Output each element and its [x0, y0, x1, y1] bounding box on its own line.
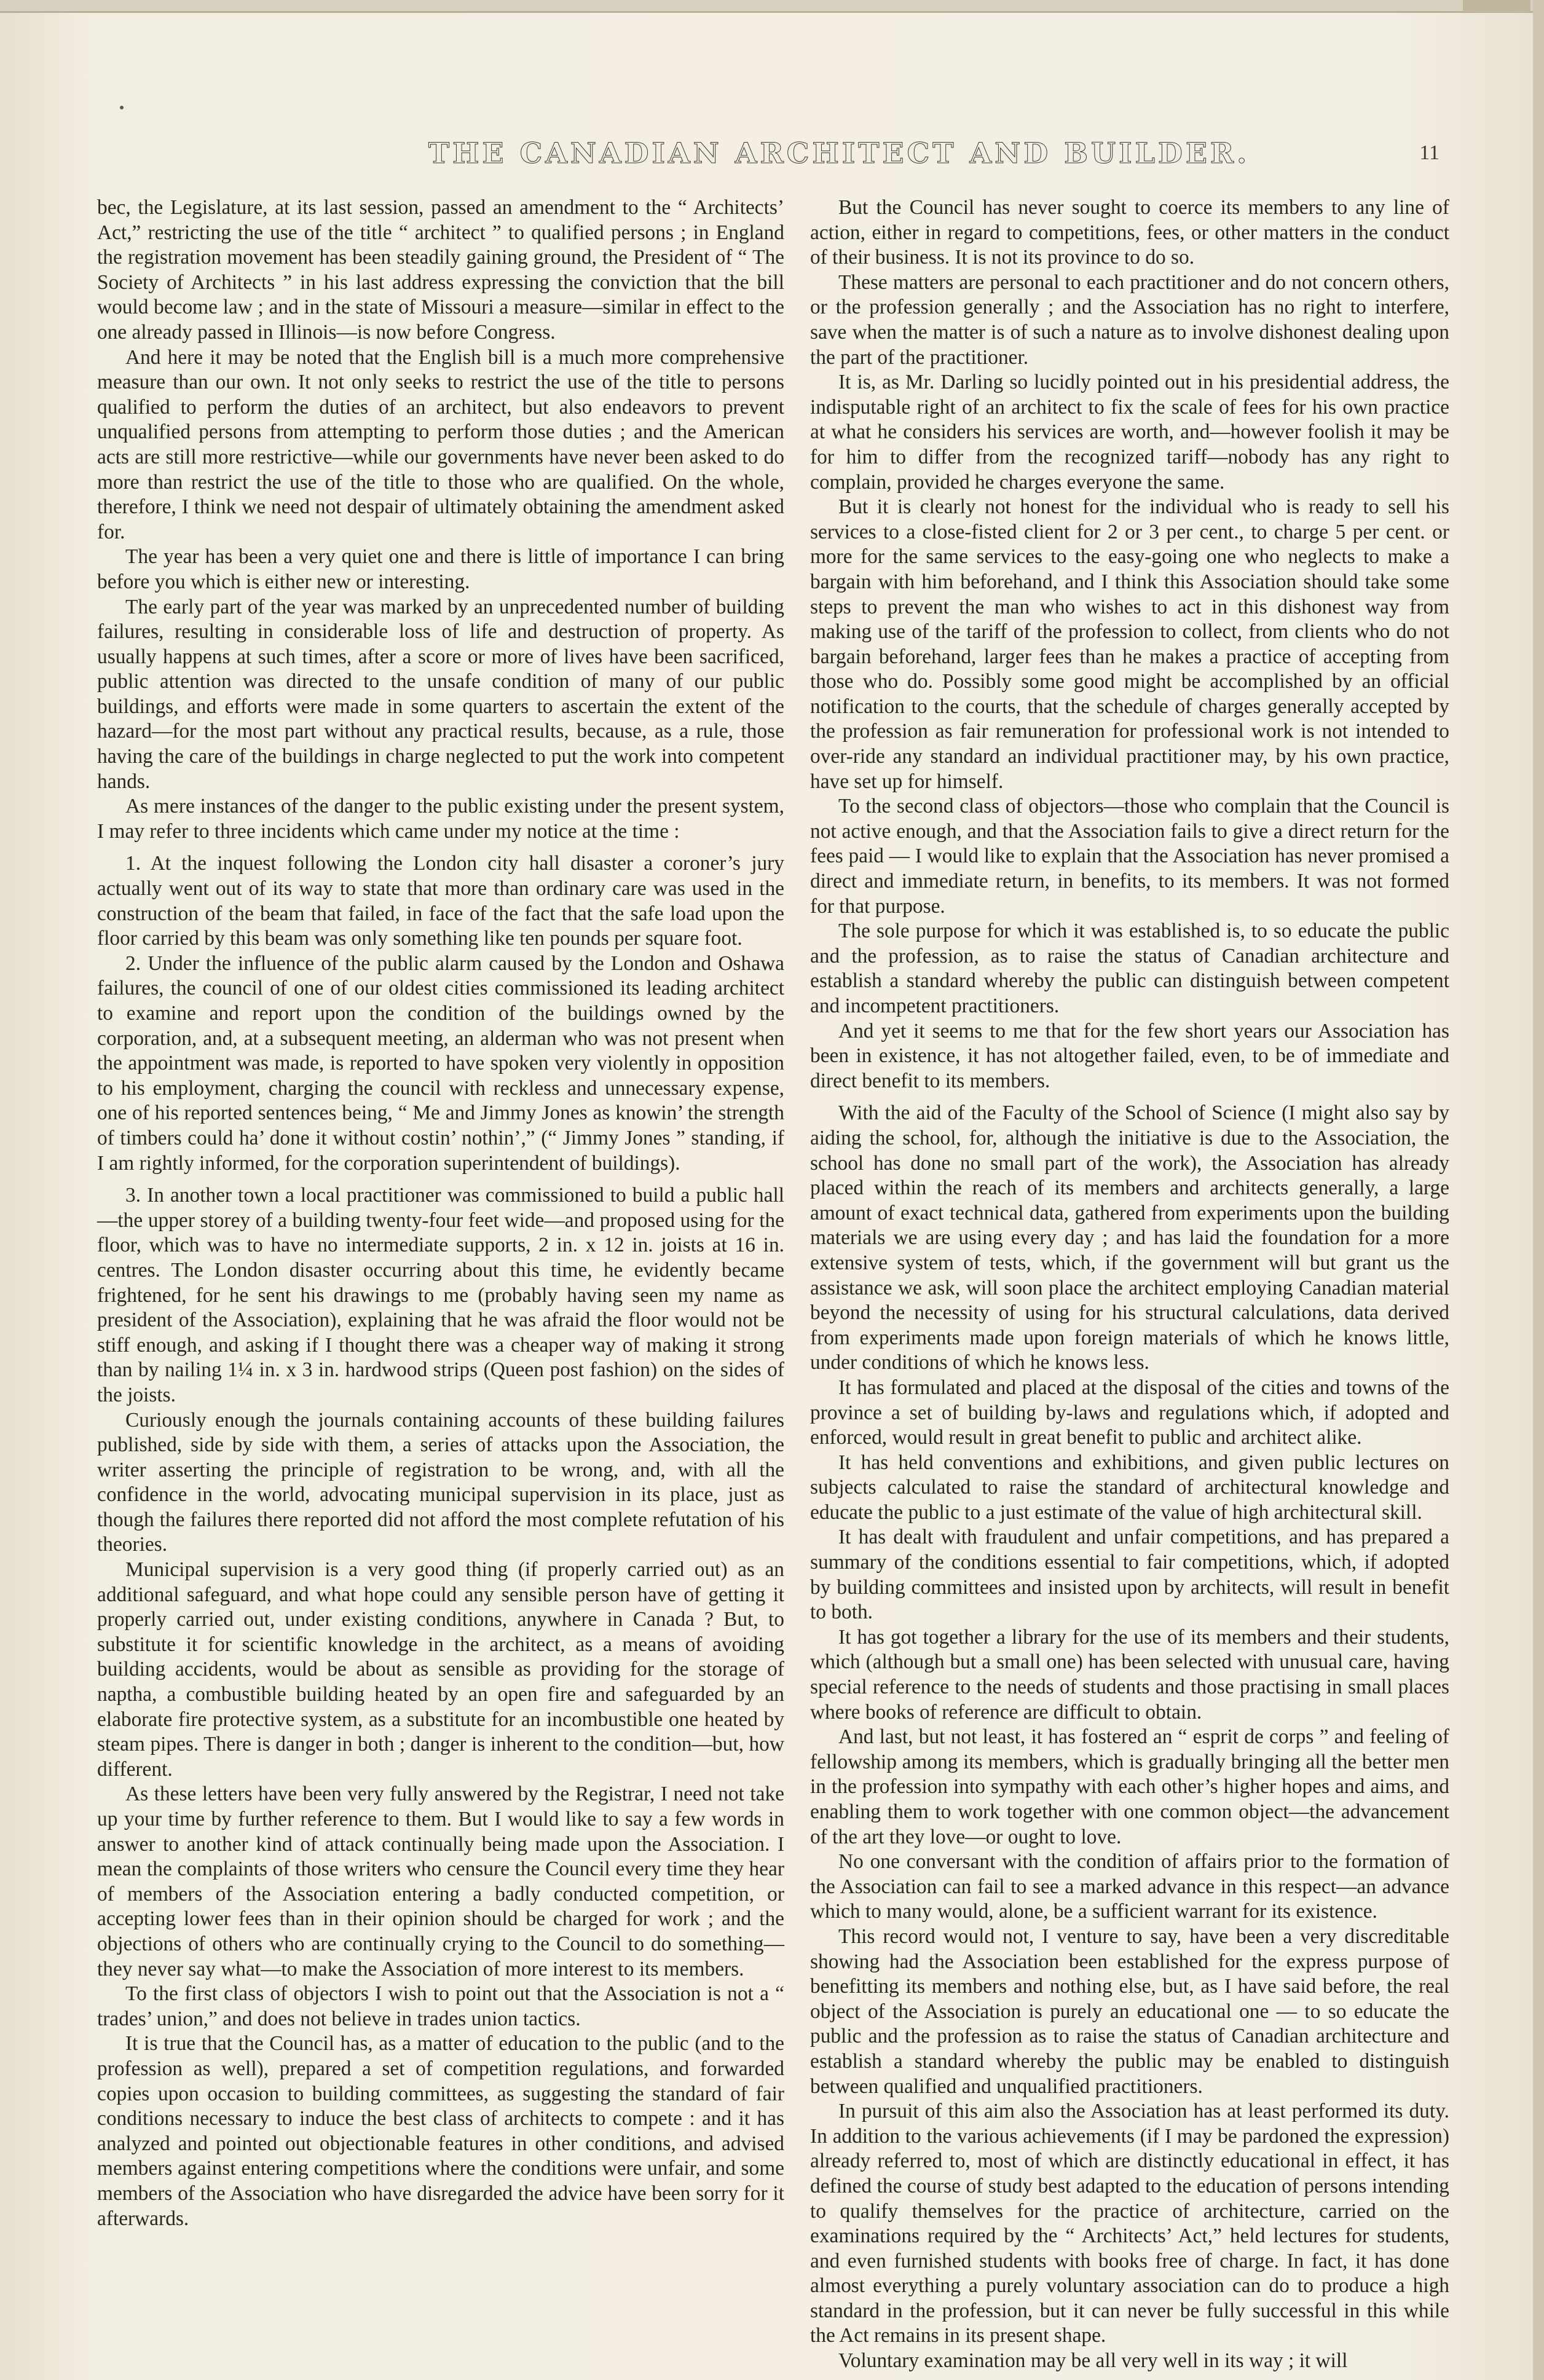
right-column [810, 195, 1449, 2373]
paragraph: This record would not, I venture to say, have been a very discreditable showing had the Association been established for the express purpose of benefitting its members and nothing else, but, as I have said before, the real object of the Association is purely an educational one — to so educate the public and the profession as to raise the status of Canadian architecture and establish a standard whereby the public may be enabled to distinguish between qualified and unqualified practitioners. [810, 1925, 1449, 2098]
paragraph: The sole purpose for which it was established is, to so educate the public and the profession, as to raise the status of Canadian architecture and establish a standard whereby the public can distinguish between competent and incompetent practitioners. [810, 920, 1449, 1017]
paragraph: bec, the Legislature, at its last session, passed an amendment to the “ Architects’ Act,” restricting the use of the title “ architect ” to qualified persons ; in England the registration movement has been steadily gaining ground, the President of “ The Society of Architects ” in his last address expressing the conviction that the bill would become law ; and in the state of Missouri a measure—similar in effect to the one already passed in Illinois—is now before Congress. [97, 196, 784, 344]
page-right-edge [1533, 0, 1544, 2380]
paragraph: As these letters have been very fully answered by the Registrar, I need not take up your time by further reference to them. But I would like to say a few words in answer to another kind of attack continually being made upon the Association. I mean the complaints of those writers who censure the Council every time they hear of members of the Association entering a badly conducted competition, or accepting lower fees than in their opinion should be charged for work ; and the objections of others who are continually crying to the Council to do something—they never say what—to make the Association of more interest to its members. [97, 1783, 784, 1980]
paragraph: It has dealt with fraudulent and unfair competitions, and has prepared a summary of the conditions essential to fair competitions, which, if adopted by building committees and insisted upon by architects, will result in benefit to both. [810, 1526, 1449, 1624]
numbered-paragraph: 2. Under the influence of the public alarm caused by the London and Oshawa failures, the council of one of our oldest cities commissioned its leading architect to examine and report upon the condition of the buildings owned by the corporation, and, at a subsequent meeting, an alderman who was not present when the appointment was made, is reported to have spoken very violently in opposition to his employment, charging the council with reckless and unnecessary expense, one of his reported sentences being, “ Me and Jimmy Jones as knowin’ the strength of timbers could ha’ done it without costin’ nothin’,” (“ Jimmy Jones ” standing, if I am rightly informed, for the corporation superintendent of buildings). [97, 952, 784, 1175]
paragraph: It is true that the Council has, as a matter of education to the public (and to the profession as well), prepared a set of competition regulations, and forwarded copies upon occasion to building committees, as suggesting the standard of fair conditions necessary to induce the best class of architects to compete : and it has analyzed and pointed out objectionable features in other conditions, and advised members against entering competitions where the conditions were unfair, and some members of the Association who have disregarded the advice have been sorry for it afterwards. [97, 2032, 784, 2230]
binding-tab [1463, 0, 1530, 12]
paragraph: It is, as Mr. Darling so lucidly pointed out in his presidential address, the indisputable right of an architect to fix the scale of fees for his own practice at what he considers his services are worth, and—however foolish it may be for him to differ from the recognized tariff—nobody has any right to complain, provided he charges everyone the same. [810, 371, 1449, 494]
paragraph: And yet it seems to me that for the few short years our Association has been in existence, it has not altogether failed, even, to be of immediate and direct benefit to its members. [810, 1019, 1449, 1092]
paragraph: And here it may be noted that the English bill is a much more comprehensive measure than our own. It not only seeks to restrict the use of the title to persons qualified to perform the duties of an architect, but also endeavors to prevent unqualified persons from attempting to perform those duties ; and the American acts are still more restrictive—while our governments have never been asked to do more than restrict the use of the title to those who are qualified. On the whole, therefore, I think we need not despair of ultimately obtaining the amendment asked for. [97, 345, 784, 543]
running-title: THE CANADIAN ARCHITECT AND BUILDER. [428, 136, 1250, 170]
paragraph: Voluntary examination may be all very well in its way ; it will [838, 2349, 1348, 2373]
page-top-edge [0, 0, 1544, 11]
paragraph: As mere instances of the danger to the public existing under the present system, I may refer to three incidents which came under my notice at the time : [97, 795, 784, 843]
paragraph: It has formulated and placed at the disposal of the cities and towns of the province a set of building by-laws and regulations which, if adopted and enforced, would result in great benefit to public and architect alike. [810, 1376, 1449, 1449]
ink-mark [120, 106, 124, 109]
numbered-paragraph: 1. At the inquest following the London city hall disaster a coroner’s jury actually went out of its way to state that more than ordinary care was used in the construction of the beam that failed, in face of the fact that the safe load upon the floor carried by this beam was only something like ten pounds per square foot. [97, 852, 784, 950]
paragraph: To the first class of objectors I wish to point out that the Association is not a “ trades’ union,” and does not believe in trades union tactics. [97, 1982, 784, 2030]
paragraph: In pursuit of this aim also the Association has at least performed its duty. In addition to the various achievements (if I may be pardoned the expression) already referred to, most of which are distinctly educational in effect, it has defined the course of study best adapted to the education of persons intending to qualify themselves for the practice of architecture, carried on the examinations required by the “ Architects’ Act,” held lectures for students, and even furnished students with books free of charge. In fact, it has done almost everything a purely voluntary association can do to produce a high standard in the profession, but it can never be fully successful in this while the Act remains in its present shape. [810, 2100, 1449, 2347]
page-number: 11 [1419, 141, 1440, 164]
paragraph: These matters are personal to each practitioner and do not concern others, or the profession generally ; and the Association has no right to interfere, save when the matter is of such a nature as to involve dishonest dealing upon the part of the practitioner. [810, 270, 1449, 369]
page-header [92, 136, 1469, 173]
paragraph: But the Council has never sought to coerce its members to any line of action, either in regard to competitions, fees, or other matters in the conduct of their business. It is not its province to do so. [810, 196, 1449, 269]
numbered-paragraph: 3. In another town a local practitioner was commissioned to build a public hall—the upper storey of a building twenty-four feet wide—and proposed using for the floor, which was to have no intermediate supports, 2 in. x 12 in. joists at 16 in. centres. The London disaster occurring about this time, he evidently became frightened, for he sent his drawings to me (probably having seen my name as president of the Association), explaining that he was afraid the floor would not be stiff enough, and asking if I thought there was a cheaper way of making it strong than by nailing 1¼ in. x 3 in. hardwood strips (Queen post fashion) on the sides of the joists. [97, 1184, 784, 1406]
paragraph: With the aid of the Faculty of the School of Science (I might also say by aiding the school, for, although the initiative is due to the Association, the school has done no small part of the work), the Association has already placed within the reach of its members and architects generally, a large amount of exact technical data, gathered from experiments upon the building materials we are using every day ; and has laid the foundation for a more extensive system of tests, which, if the government will but grant us the assistance we ask, will soon place the architect employing Canadian material beyond the necessity of using for his structural calculations, data derived from experiments made upon foreign materials of which he knows little, under conditions of which he knows less. [810, 1101, 1449, 1374]
left-column [97, 195, 784, 2335]
paragraph: No one conversant with the condition of affairs prior to the formation of the Association can fail to see a marked advance in this respect—an advance which to many would, alone, be a sufficient warrant for its existence. [810, 1850, 1449, 1923]
paragraph: The year has been a very quiet one and there is little of importance I can bring before you which is either new or interesting. [97, 545, 784, 593]
paragraph: The early part of the year was marked by an unprecedented number of building failures, resulting in considerable loss of life and destruction of property. As usually happens at such times, after a score or more of lives have been sacrificed, public attention was directed to the unsafe condition of many of our public buildings, and efforts were made in some quarters to ascertain the extent of the hazard—for the most part without any practical results, because, as a rule, those having the care of the buildings in charge neglected to put the work into competent hands. [97, 595, 784, 793]
paragraph: It has got together a library for the use of its members and their students, which (although but a small one) has been selected with unusual care, having special reference to the needs of students and those practising in small places where books of reference are difficult to obtain. [810, 1625, 1449, 1724]
paragraph: But it is clearly not honest for the individual who is ready to sell his services to a close-fisted client for 2 or 3 per cent., to charge 5 per cent. or more for the same services to the easy-going one who neglects to make a bargain with him beforehand, and I think this Association should take some steps to prevent the man who wishes to act in this dishonest way from making use of the tariff of the profession to collect, from clients who do not bargain beforehand, larger fees than he makes a practice of accepting from those who do. Possibly some good might be accomplished by an official notification to the courts, that the schedule of charges generally accepted by the profession as fair remuneration for professional work is not intended to over-ride any standard an individual practitioner may, by his own practice, have set up for himself. [810, 495, 1449, 793]
page-top-rule [0, 11, 1544, 13]
paragraph: To the second class of objectors—those who complain that the Council is not active enough, and that the Association fails to give a direct return for the fees paid — I would like to explain that the Association has never promised a direct and immediate return, in benefits, to its members. It was not formed for that purpose. [810, 795, 1449, 918]
paragraph: Municipal supervision is a very good thing (if properly carried out) as an additional safeguard, and what hope could any sensible person have of getting it properly carried out, under existing conditions, anywhere in Canada ? But, to substitute it for scientific knowledge in the architect, as a means of avoiding building accidents, would be about as sensible as providing for the storage of naptha, a combustible building heated by an open fire and safeguarded by an elaborate fire protective system, as a substitute for an incombustible one heated by steam pipes. There is danger in both ; danger is inherent to the condition—but, how different. [97, 1558, 784, 1781]
paragraph: And last, but not least, it has fostered an “ esprit de corps ” and feeling of fellowship among its members, which is gradually bringing all the better men in the profession into sympathy with each other’s higher hopes and aims, and enabling them to work together with one common object—the advancement of the art they love—or ought to love. [810, 1725, 1449, 1848]
paragraph: It has held conventions and exhibitions, and given public lectures on subjects calculated to raise the standard of architectural knowledge and educate the public to a just estimate of the value of high architectural skill. [810, 1451, 1449, 1524]
paragraph: Curiously enough the journals containing accounts of these building failures published, side by side with them, a series of attacks upon the Association, the writer asserting the principle of registration to be wrong, and, with all the confidence in the world, advocating municipal supervision in its place, just as though the failures there reported did not afford the most complete refutation of his theories. [97, 1408, 784, 1556]
